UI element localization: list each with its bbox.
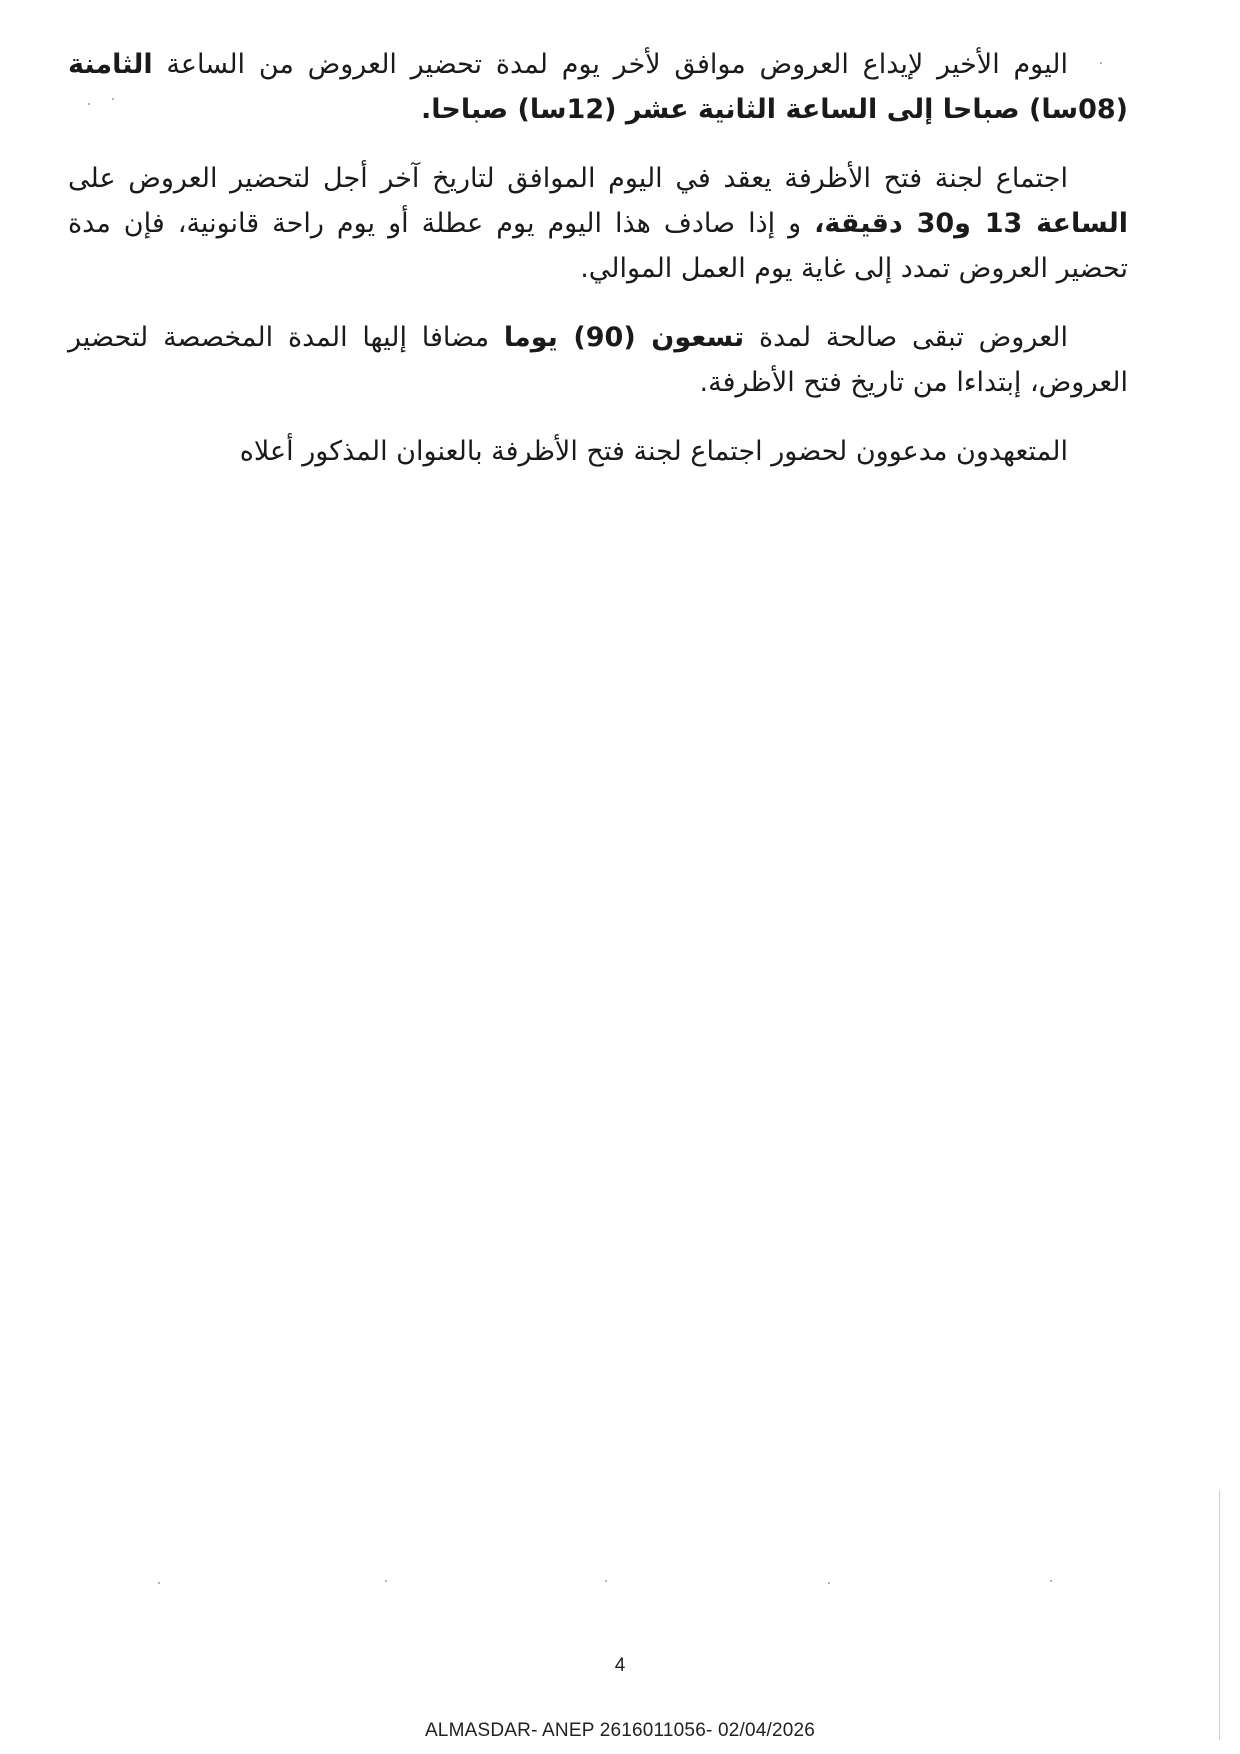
text-segment: المتعهدون مدعوون لحضور اجتماع لجنة فتح الأظرفة بالعنوان المذكور أعلاه [239, 436, 1068, 467]
text-segment-bold: الثامنة (08سا) صباحا إلى الساعة الثانية عشر (12سا) صباحا. [68, 49, 1128, 125]
paragraph-invitation [68, 429, 1128, 474]
text-segment: العروض تبقى صالحة لمدة [744, 322, 1068, 353]
paragraph-opening-meeting [68, 156, 1128, 291]
scan-speck [1050, 1580, 1052, 1582]
text-segment-bold: الساعة 13 و30 دقيقة، [814, 208, 1128, 239]
paragraph-submission-deadline [68, 42, 1128, 132]
scan-speck [828, 1582, 830, 1584]
scan-speck [158, 1582, 160, 1584]
scan-edge-line [1219, 1490, 1220, 1740]
text-segment-bold: تسعون (90) يوما [503, 322, 745, 353]
scan-speck [88, 103, 90, 105]
scan-speck [112, 98, 114, 100]
page-number: 4 [614, 1655, 626, 1676]
text-segment: اجتماع لجنة فتح الأظرفة يعقد في اليوم الموافق لتاريخ آخر أجل لتحضير العروض على [68, 163, 1068, 194]
document-body [68, 42, 1128, 498]
scan-speck [385, 1580, 387, 1582]
paragraph-offer-validity [68, 315, 1128, 405]
footer-reference: ALMASDAR- ANEP 2616011056- 02/04/2026 [424, 1720, 816, 1741]
scan-speck [605, 1580, 607, 1582]
scan-speck [1100, 62, 1102, 64]
text-segment: اليوم الأخير لإيداع العروض موافق لأخر يوم لمدة تحضير العروض من الساعة [152, 49, 1068, 80]
text-segment: و إذا صادف هذا اليوم يوم عطلة أو يوم راحة قانونية، فإن مدة تحضير العروض تمدد إلى غاية يوم العمل الموالي. [68, 208, 1128, 284]
text-segment: مضافا إليها المدة المخصصة لتحضير العروض، إبتداءا من تاريخ فتح الأظرفة. [68, 322, 1128, 398]
